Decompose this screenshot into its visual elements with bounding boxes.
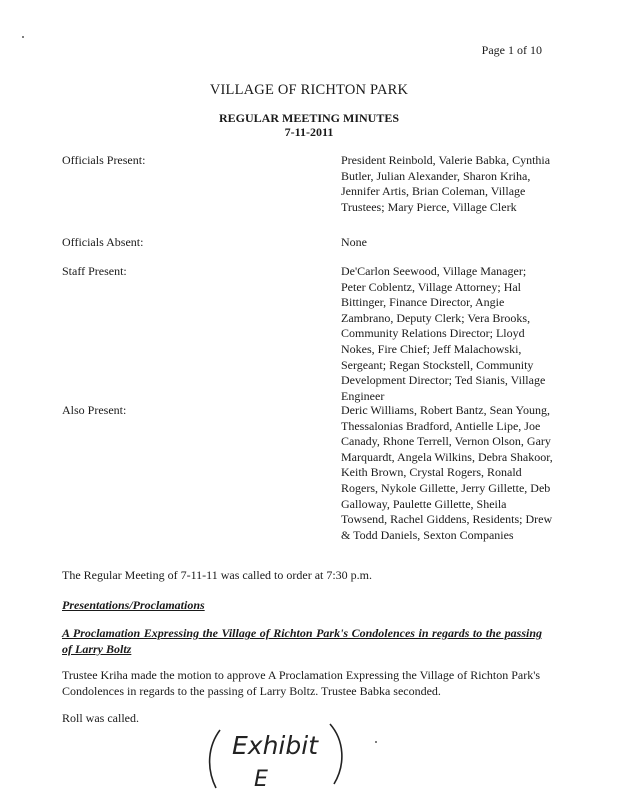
- section-heading: Presentations/Proclamations: [62, 598, 205, 612]
- meeting-date: 7-11-2011: [284, 125, 334, 139]
- page-number: Page 1 of 10: [481, 43, 542, 57]
- staff-present-names: De'Carlon Seewood, Village Manager; Peter Coblentz, Village Attorney; Hal Bittinger, Finance Director, Angie Zambrano, Deputy Clerk; Vera Brooks, Community Relations Director; Lloyd Nokes, Fire Chief; Jeff Malachowski, Sergeant; Regan Stockstell, Community Development Director; Ted Sianis, Village Engineer: [341, 264, 546, 403]
- officials-absent-names: None: [341, 235, 367, 249]
- document-subtitle: [0, 111, 618, 139]
- exhibit-label: Exhibit: [232, 731, 318, 760]
- officials-absent-label: Officials Absent:: [62, 235, 144, 249]
- document-title: VILLAGE OF RICHTON PARK: [209, 82, 409, 98]
- staff-present-label: Staff Present:: [62, 264, 127, 278]
- scan-speck: [22, 36, 24, 38]
- proclamation-heading: A Proclamation Expressing the Village of Richton Park's Condolences in regards to the passing of Larry Boltz: [62, 626, 542, 656]
- roll-call: Roll was called.: [62, 711, 139, 725]
- left-parenthesis: [210, 730, 220, 788]
- scan-speck: [375, 741, 377, 743]
- right-parenthesis: [330, 724, 342, 784]
- also-present-label: Also Present:: [62, 403, 127, 417]
- officials-present-names: President Reinbold, Valerie Babka, Cynthia Butler, Julian Alexander, Sharon Kriha, Jennifer Artis, Brian Coleman, Village Trustees; Mary Pierce, Village Clerk: [341, 153, 551, 214]
- officials-present-label: Officials Present:: [62, 153, 146, 167]
- also-present-names: Deric Williams, Robert Bantz, Sean Young, Thessalonias Bradford, Antielle Lipe, Joe Canady, Rhone Terrell, Vernon Olson, Gary Marquardt, Angela Wilkins, Debra Shakoor, Keith Brown, Crystal Rogers, Ronald Rogers, Nykole Gillette, Jerry Gillette, Deb Galloway, Paulette Gillette, Sheila Towsend, Rachel Giddens, Residents; Drew & Todd Daniels, Sexton Companies: [341, 403, 553, 542]
- exhibit-letter: E: [254, 767, 268, 792]
- meeting-type: REGULAR MEETING MINUTES: [218, 111, 400, 125]
- motion-text: Trustee Kriha made the motion to approve A Proclamation Expressing the Village of Richton Park's Condolences in regards to the passing of Larry Boltz. Trustee Babka seconded.: [62, 668, 541, 698]
- exhibit-stamp: [198, 716, 358, 796]
- call-to-order: The Regular Meeting of 7-11-11 was called to order at 7:30 p.m.: [62, 568, 373, 582]
